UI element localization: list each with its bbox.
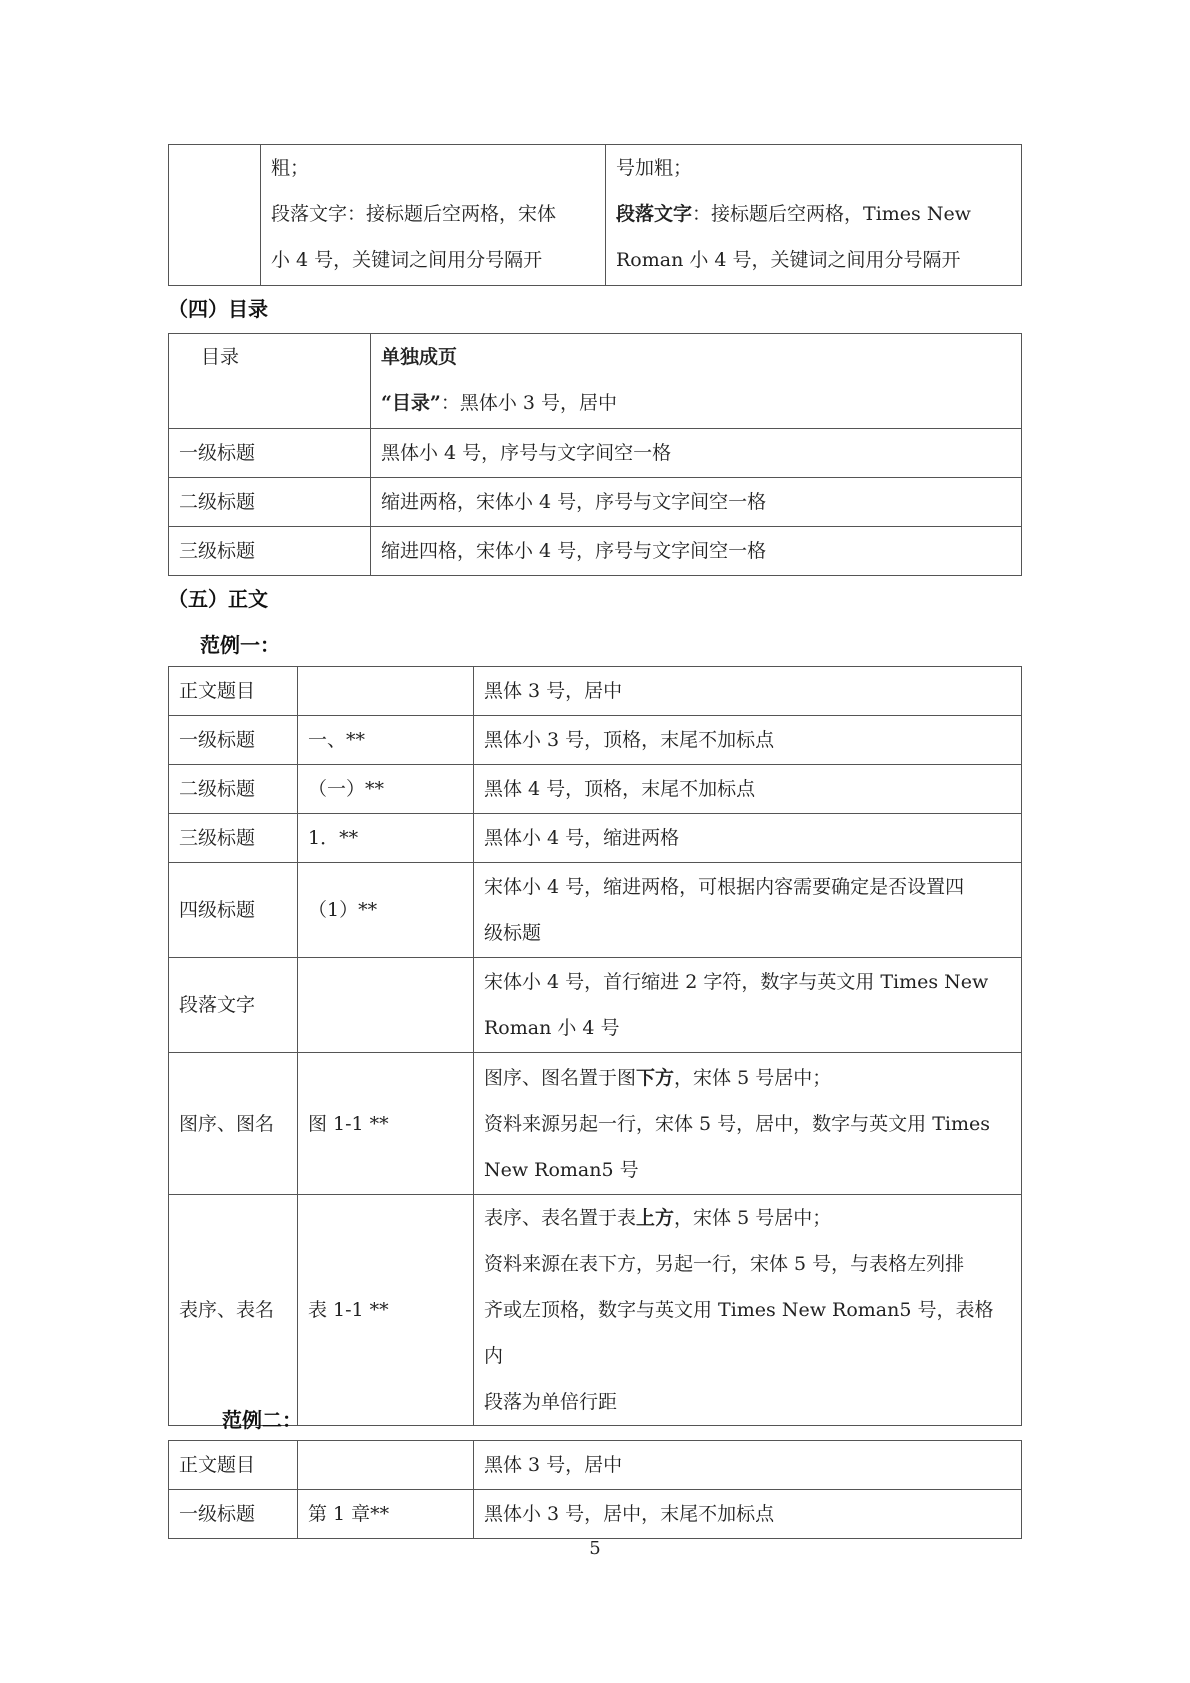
cell-text-bold: 上方 [636,1207,675,1229]
cell-text: 宋体小 4 号，缩进两格，可根据内容需要确定是否设置四 [484,876,965,898]
table-cell [261,145,606,286]
page-number: 5 [589,1538,601,1559]
table-cell-desc [474,1195,1022,1426]
table-row [169,1490,1022,1539]
example2-table [168,1440,1022,1539]
cell-text: ：接标题后空两格，Times New [692,203,971,225]
table-cell-label: 二级标题 [169,765,298,814]
table-cell-desc [474,1053,1022,1195]
toc-format-table [168,333,1022,576]
table-row [169,478,1022,527]
table-cell-label: 正文题目 [169,1441,298,1490]
cell-text: 宋体小 4 号，首行缩进 2 字符，数字与英文用 Times New [484,971,989,993]
table-row [169,527,1022,576]
table-cell-sample: 表 1-1 ** [298,1195,474,1426]
table-row [169,145,1022,286]
table-cell-desc [474,863,1022,958]
cell-text: New Roman5 号 [484,1158,639,1181]
table-cell: 缩进两格，宋体小 4 号，序号与文字间空一格 [371,478,1022,527]
table-cell-label: 段落文字 [169,958,298,1053]
table-row [169,814,1022,863]
cell-text: 号加粗； [616,157,693,179]
table-row [169,667,1022,716]
table-cell [606,145,1022,286]
table-cell-label: 四级标题 [169,863,298,958]
table-cell-label: 三级标题 [169,814,298,863]
table-cell-label: 三级标题 [169,527,371,576]
cell-text: 级标题 [484,922,542,944]
table-cell: 黑体小 4 号，序号与文字间空一格 [371,429,1022,478]
table-cell-label: 图序、图名 [169,1053,298,1195]
table-cell [371,334,1022,429]
cell-text: 表序、表名置于表 [484,1207,637,1229]
cell-text-bold: 段落文字 [616,203,693,225]
cell-text: 段落文字：接标题后空两格，宋体 [271,203,557,225]
table-cell-label: 一级标题 [169,429,371,478]
table-cell-sample: 一、** [298,716,474,765]
table-cell-desc: 黑体 3 号，居中 [474,1441,1022,1490]
table-cell-sample: 第 1 章** [298,1490,474,1539]
cell-text-bold: 单独成页 [381,346,458,368]
table-cell-desc [474,958,1022,1053]
table-cell-sample [298,1441,474,1490]
cell-text: 段落为单倍行距 [484,1391,618,1413]
table-row [169,863,1022,958]
table-cell-sample: （一）** [298,765,474,814]
table-cell-label: 正文题目 [169,667,298,716]
table-cell-sample [298,667,474,716]
cell-text: ，宋体 5 号居中； [674,1066,832,1089]
cell-text-bold: 下方 [636,1066,675,1089]
row-label: 目录 [201,346,240,368]
table-row [169,716,1022,765]
table-cell-desc: 黑体小 3 号，居中，末尾不加标点 [474,1490,1022,1539]
section-heading-toc: （四）目录 [168,297,268,321]
table-cell: 缩进四格，宋体小 4 号，序号与文字间空一格 [371,527,1022,576]
table-cell-empty [169,145,261,286]
table-row [169,958,1022,1053]
table-cell-label: 一级标题 [169,716,298,765]
abstract-format-table [168,144,1022,286]
table-row [169,334,1022,429]
cell-text: 资料来源在表下方，另起一行，宋体 5 号，与表格左列排 [484,1253,965,1275]
cell-text-bold: “目录” [381,392,441,414]
table-cell-label: 二级标题 [169,478,371,527]
table-row [169,1195,1022,1426]
cell-text: Roman 小 4 号 [484,1017,620,1039]
table-cell-desc: 黑体小 4 号，缩进两格 [474,814,1022,863]
cell-text: 图序、图名置于图 [484,1066,637,1089]
table-row [169,1053,1022,1195]
table-cell-label [169,334,371,429]
cell-text: 齐或左顶格，数字与英文用 Times New Roman5 号，表格内 [484,1299,994,1367]
cell-text: ：黑体小 3 号，居中 [440,392,618,414]
table-cell-desc: 黑体 4 号，顶格，末尾不加标点 [474,765,1022,814]
example1-heading: 范例一： [200,633,280,657]
table-cell-sample: 图 1-1 ** [298,1053,474,1195]
cell-text: 小 4 号，关键词之间用分号隔开 [271,249,543,271]
cell-text: 粗； [271,157,310,179]
cell-text: ，宋体 5 号居中； [674,1207,832,1229]
table-cell-label: 一级标题 [169,1490,298,1539]
table-row [169,765,1022,814]
table-cell-desc: 黑体小 3 号，顶格，末尾不加标点 [474,716,1022,765]
table-row [169,1441,1022,1490]
cell-text: 资料来源另起一行，宋体 5 号，居中，数字与英文用 Times [484,1112,990,1135]
example1-table [168,666,1022,1426]
cell-text: Roman 小 4 号，关键词之间用分号隔开 [616,249,961,271]
table-cell-label: 表序、表名 [169,1195,298,1426]
table-cell-sample: （1）** [298,863,474,958]
table-cell-desc: 黑体 3 号，居中 [474,667,1022,716]
table-cell-sample: 1．** [298,814,474,863]
example2-heading: 范例二： [222,1408,302,1432]
table-row [169,429,1022,478]
section-heading-body: （五）正文 [168,587,268,611]
table-cell-sample [298,958,474,1053]
